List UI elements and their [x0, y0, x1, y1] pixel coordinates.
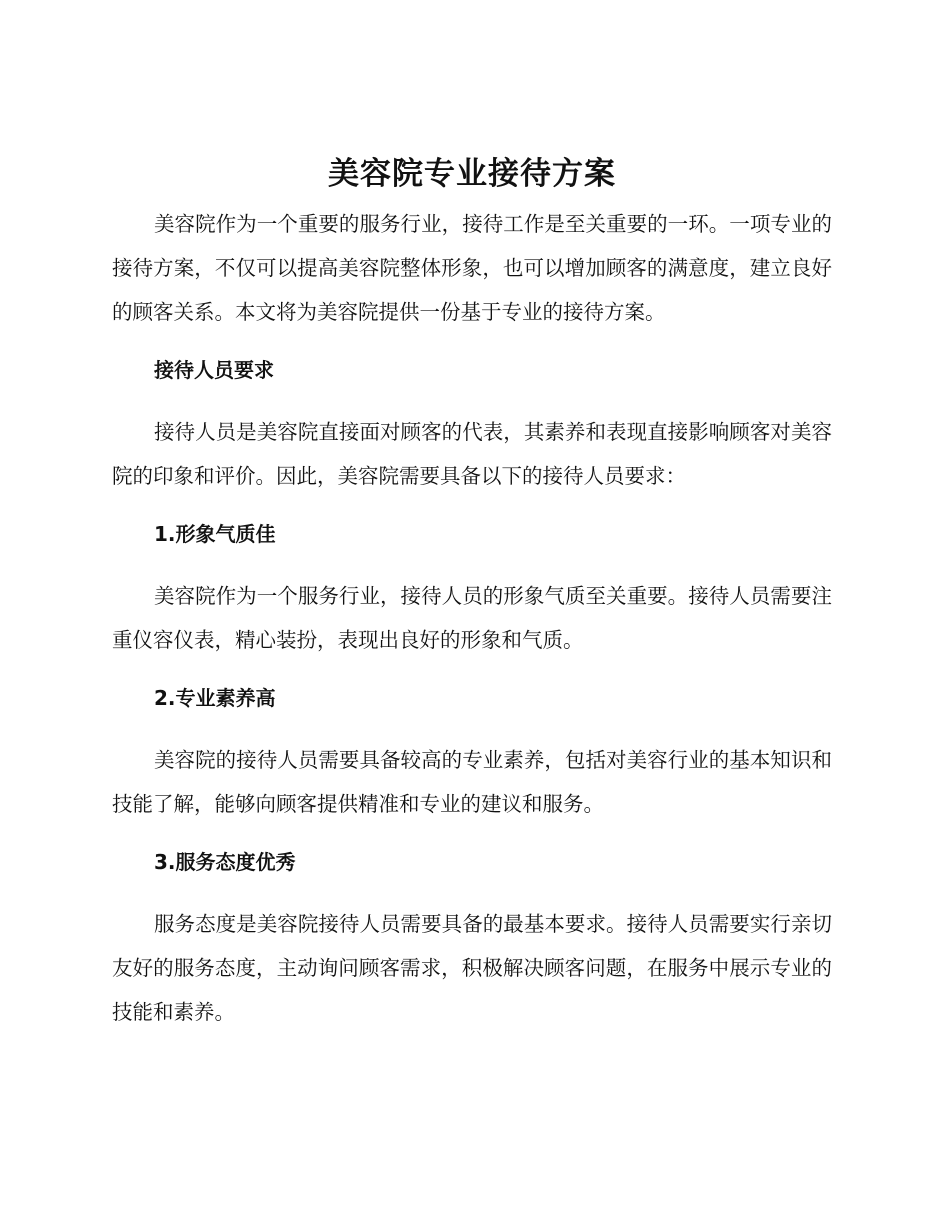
section-heading-service-attitude: 3.服务态度优秀 [154, 850, 296, 874]
section-heading-staff-requirements: 接待人员要求 [154, 358, 274, 382]
section-heading-appearance: 1.形象气质佳 [154, 522, 276, 546]
section-paragraph-staff-requirements: 接待人员是美容院直接面对顾客的代表，其素养和表现直接影响顾客对美容院的印象和评价。因此，美容院需要具备以下的接待人员要求： [112, 420, 832, 488]
section-paragraph-appearance: 美容院作为一个服务行业，接待人员的形象气质至关重要。接待人员需要注重仪容仪表，精心装扮，表现出良好的形象和气质。 [112, 584, 832, 652]
section-paragraph-service-attitude: 服务态度是美容院接待人员需要具备的最基本要求。接待人员需要实行亲切友好的服务态度，主动询问顾客需求，积极解决顾客问题，在服务中展示专业的技能和素养。 [112, 912, 832, 1024]
document-title: 美容院专业接待方案 [328, 156, 616, 192]
intro-paragraph: 美容院作为一个重要的服务行业，接待工作是至关重要的一环。一项专业的接待方案，不仅可以提高美容院整体形象，也可以增加顾客的满意度，建立良好的顾客关系。本文将为美容院提供一份基于专业的接待方案。 [112, 212, 832, 324]
document-page [112, 148, 832, 1048]
section-heading-professionalism: 2.专业素养高 [154, 686, 276, 710]
section-paragraph-professionalism: 美容院的接待人员需要具备较高的专业素养，包括对美容行业的基本知识和技能了解，能够向顾客提供精准和专业的建议和服务。 [112, 748, 832, 816]
